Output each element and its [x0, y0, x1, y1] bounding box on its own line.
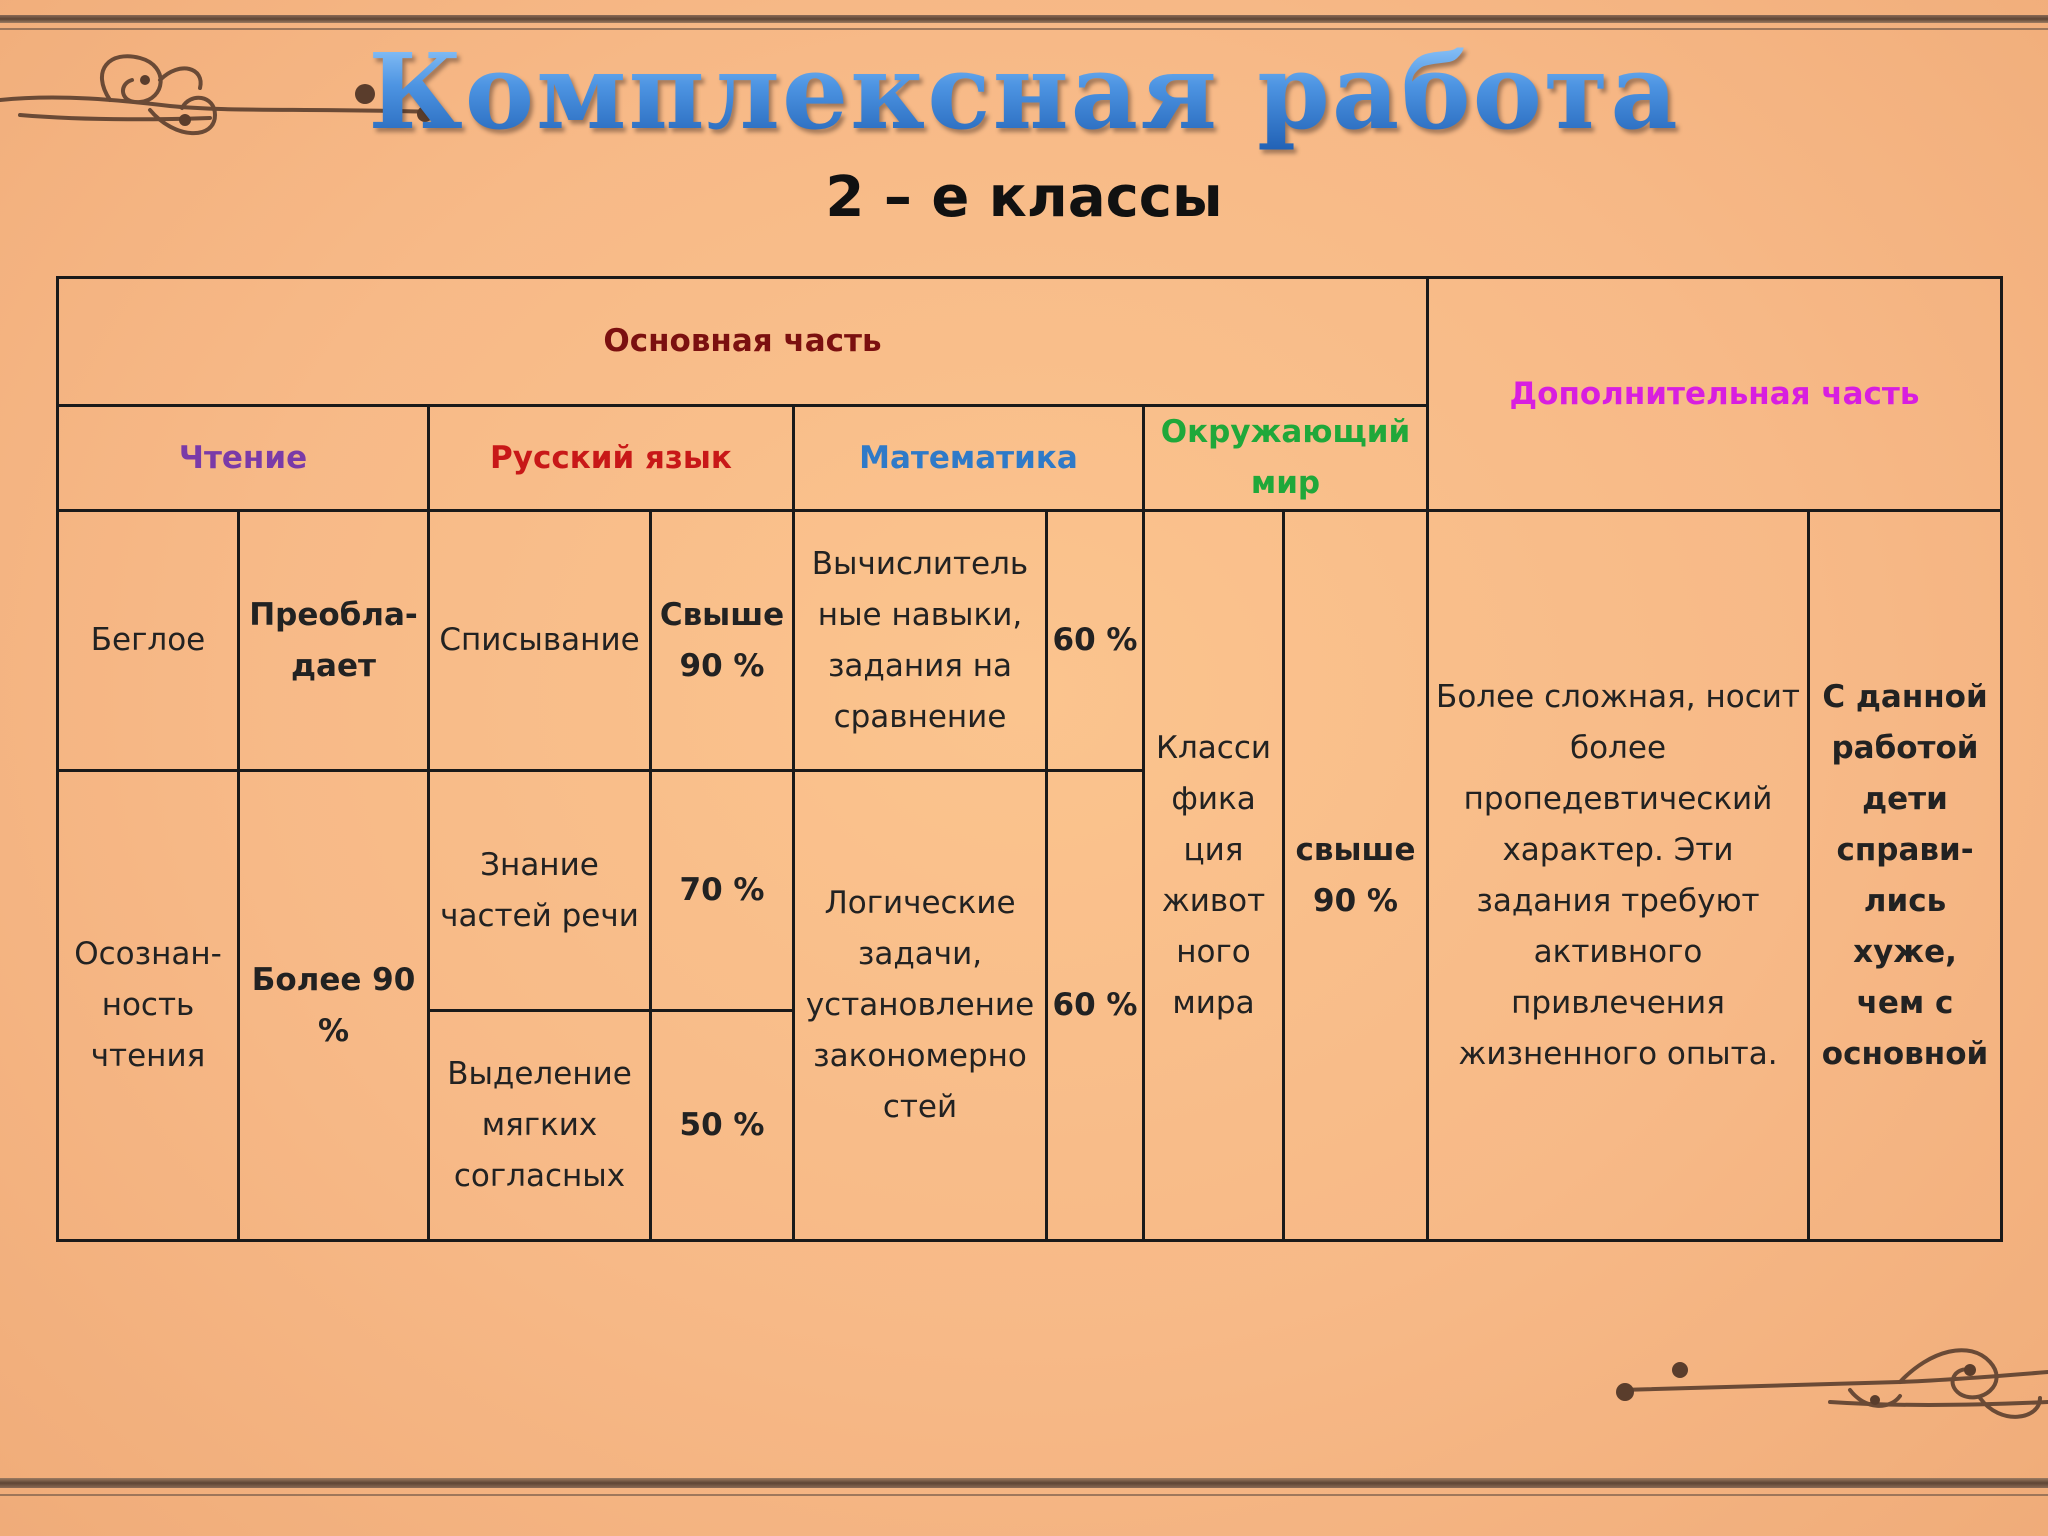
- russian-result-parts-of-speech: 70 %: [651, 771, 794, 1011]
- ornament-bottom-right: [1600, 1310, 2048, 1440]
- math-result-logic: 60 %: [1047, 771, 1144, 1241]
- reading-result-fluent: Преобла-дает: [239, 511, 429, 771]
- russian-result-soft-consonants: 50 %: [651, 1011, 794, 1241]
- slide-subtitle: 2 – е классы: [825, 165, 1223, 230]
- world-result: свыше 90 %: [1284, 511, 1428, 1241]
- russian-task-parts-of-speech: Знание частей речи: [429, 771, 651, 1011]
- bottom-decor-line: [0, 1494, 2048, 1496]
- reading-task-awareness: Осознан-ность чтения: [58, 771, 239, 1241]
- main-part-header: Основная часть: [58, 278, 1428, 406]
- math-task-logic: Логические задачи, установление закономерно стей: [794, 771, 1047, 1241]
- subject-world: Окружающий мир: [1144, 406, 1428, 511]
- russian-task-soft-consonants: Выделение мягких согласных: [429, 1011, 651, 1241]
- additional-part-header: Дополнительная часть: [1428, 278, 2002, 511]
- russian-task-copying: Списывание: [429, 511, 651, 771]
- subject-reading: Чтение: [58, 406, 429, 511]
- subject-russian: Русский язык: [429, 406, 794, 511]
- math-result-computing: 60 %: [1047, 511, 1144, 771]
- slide-title: Комплексная работа: [0, 30, 2048, 153]
- world-task: Класси фика ция живот ного мира: [1144, 511, 1284, 1241]
- bottom-decor-bar: [0, 1478, 2048, 1488]
- russian-result-copying: Свыше 90 %: [651, 511, 794, 771]
- math-task-computing: Вычислитель ные навыки, задания на сравнение: [794, 511, 1047, 771]
- subject-math: Математика: [794, 406, 1144, 511]
- additional-description: Более сложная, носит более пропедевтический характер. Эти задания требуют активного привлечения жизненного опыта.: [1428, 511, 1809, 1241]
- additional-result: С данной работой дети справи-лись хуже, чем с основной: [1809, 511, 2002, 1241]
- reading-task-fluent: Беглое: [58, 511, 239, 771]
- reading-result-awareness: Более 90 %: [239, 771, 429, 1241]
- results-table: [56, 276, 2003, 1242]
